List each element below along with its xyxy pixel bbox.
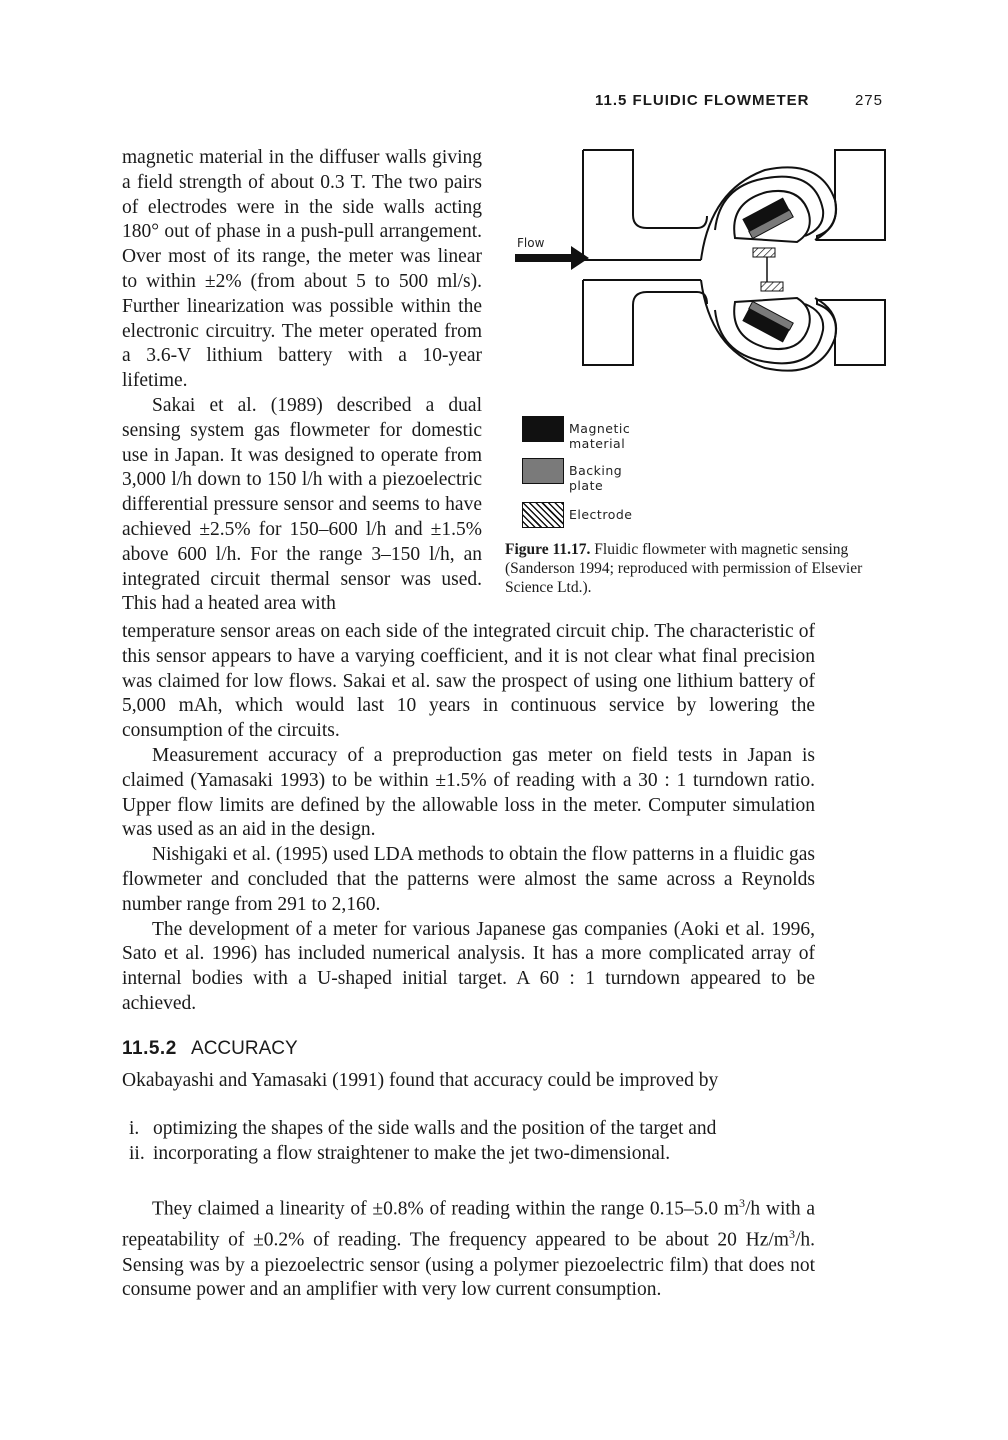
caption-text: Fluidic flowmeter with magnetic sensing (Sanderson 1994; reproduced with permission of Elsevier Science Ltd.).	[505, 541, 863, 596]
backing-swatch-icon	[522, 458, 564, 484]
magnetic-swatch-icon	[522, 416, 564, 442]
superscript: 3	[788, 1227, 795, 1242]
paragraph: The development of a meter for various Japanese gas companies (Aoki et al. 1996, Sato et al. 1996) has included numerical analysis. It has a more complicated array of internal bodies with a U-shaped initial target. A 60 : 1 turndown appeared to be achieved.	[122, 918, 815, 1014]
list-marker: ii.	[129, 1142, 145, 1164]
page-number: 275	[854, 92, 883, 109]
body-text	[122, 620, 815, 1017]
text-run: /h with a repeatability of ±0.2% of reading. The frequency appeared to be about 20 Hz/m	[122, 1198, 815, 1251]
paragraph: Sakai et al. (1989) described a dual sensing system gas flowmeter for domestic use in Japan. It was designed to operate from 3,000 l/h down to 150 l/h with a piezoelectric differential pressure sensor and seems to have achieved ±2.5% for 150–600 l/h and ±1.5% above 600 l/h. For the range 3–150 l/h, an integrated circuit thermal sensor was used. This had a heated area with	[122, 394, 482, 615]
text-run: They claimed a linearity of ±0.8% of reading within the range 0.15–5.0 m	[152, 1198, 740, 1220]
legend-label: Backing plate	[569, 463, 623, 493]
paragraph: temperature sensor areas on each side of the integrated circuit chip. The characteristic of this sensor appears to have a varying coefficient, and it is not clear what final precision was claimed for low flows. Sakai et al. saw the prospect of using one lithium battery of 5,000 mAh, which would last 10 years in continuous service by lowering the consumption of the circuits.	[122, 621, 815, 742]
superscript: 3	[739, 1196, 746, 1210]
paragraph: Okabayashi and Yamasaki (1991) found that accuracy could be improved by	[122, 1070, 719, 1091]
header-section-title: 11.5 FLUIDIC FLOWMETER	[595, 92, 810, 109]
section-heading	[122, 1038, 298, 1060]
list-item	[122, 1142, 815, 1167]
figure-11-17	[505, 140, 895, 610]
list-item	[122, 1117, 815, 1142]
paragraph: magnetic material in the diffuser walls giving a field strength of about 0.3 T. The two pairs of electrodes were in the side walls acting 180° out of phase in a push-pull arrangement. Over most of its range, the meter was linear to within ±2% (from about 5 to 500 ml/s). Further linearization was possible within the electronic circuitry. The meter operated from a 3.6-V lithium battery with a 10-year lifetime.	[122, 147, 482, 392]
section-title: ACCURACY	[191, 1038, 298, 1059]
list-text: optimizing the shapes of the side walls and the position of the target and	[153, 1118, 717, 1139]
legend-label: Magnetic material	[569, 421, 631, 451]
paragraph: Nishigaki et al. (1995) used LDA methods to obtain the flow patterns in a fluidic gas flowmeter and concluded that the patterns were almost the same across a Reynolds number range from 291 to 2,160.	[122, 844, 815, 915]
paragraph	[122, 1191, 815, 1303]
intro-text	[122, 1069, 815, 1094]
running-header	[595, 92, 895, 116]
electrode-swatch-icon	[522, 502, 564, 528]
paragraph: Measurement accuracy of a preproduction gas meter on field tests in Japan is claimed (Yamasaki 1993) to be within ±1.5% of reading with a 30 : 1 turndown ratio. Upper flow limits are defined by the allowable loss in the meter. Computer simulation was used as an aid in the design.	[122, 744, 815, 841]
list-text: incorporating a flow straightener to make the jet two-dimensional.	[153, 1142, 671, 1164]
section-number: 11.5.2	[122, 1038, 177, 1059]
closing-text	[122, 1191, 815, 1303]
text-run: /h. Sensing was by a piezoelectric sensor (using a polymer piezoelectric film) that does not consume power and an amplifier with very low current consumption.	[122, 1229, 815, 1301]
caption-label: Figure 11.17.	[505, 541, 591, 558]
flowmeter-diagram	[505, 140, 895, 380]
flow-label: Flow	[517, 236, 545, 250]
figure-caption	[505, 540, 895, 597]
improvement-list	[122, 1117, 815, 1167]
legend-label: Electrode	[569, 507, 633, 522]
left-column-text	[122, 146, 482, 617]
list-marker: i.	[129, 1118, 140, 1139]
